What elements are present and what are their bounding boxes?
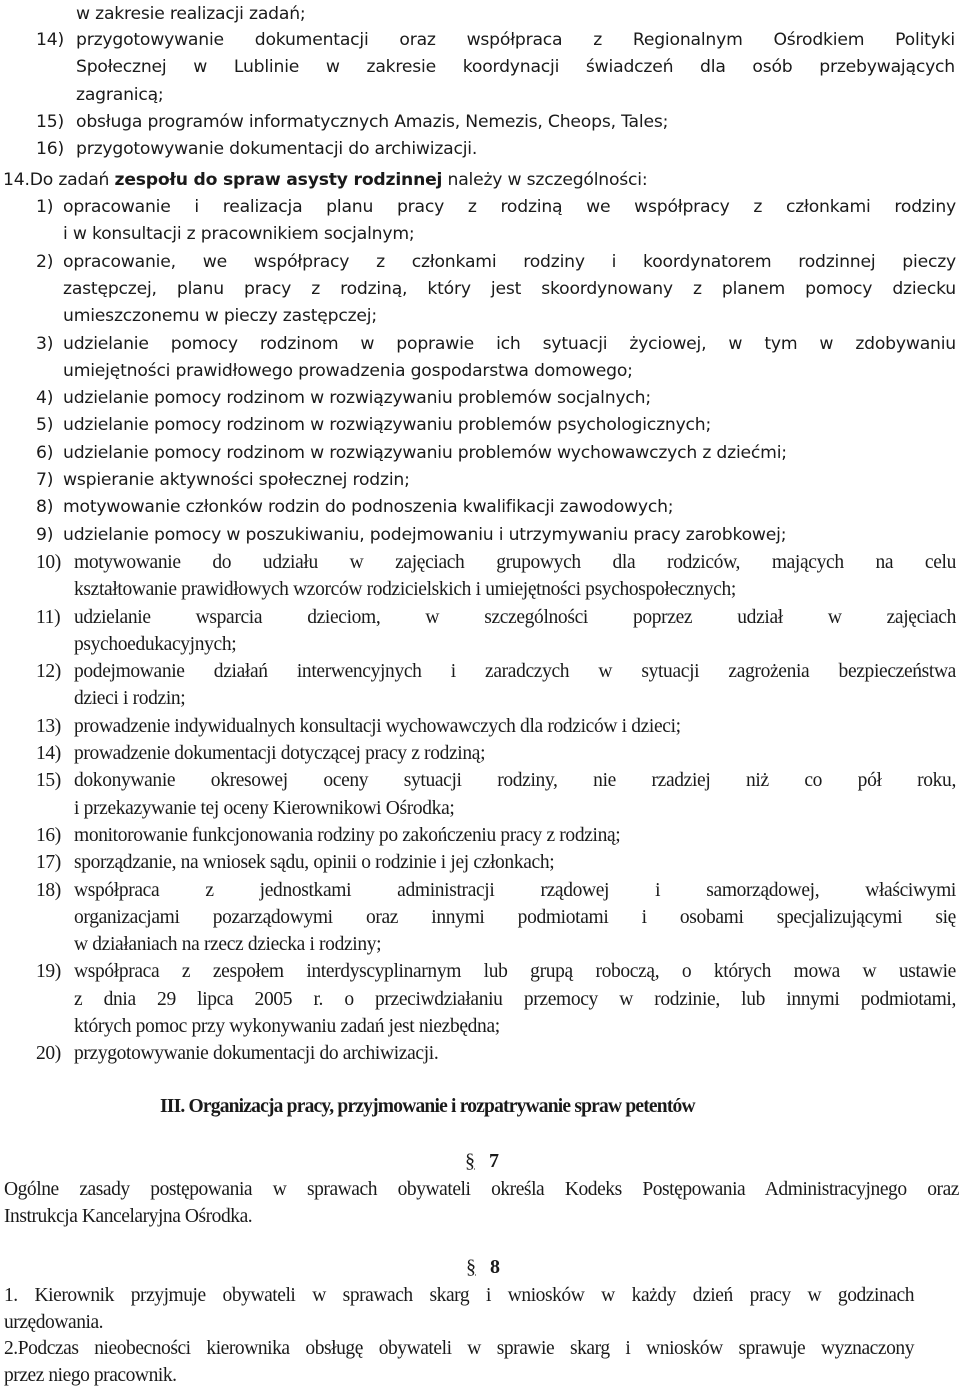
list-item-text — [74, 604, 956, 659]
text-line: współpraca z zespołem interdyscyplinarnym lub grupą roboczą, o których mowa w ustawie — [74, 961, 956, 983]
section-14-intro — [3, 167, 647, 194]
text-line: prowadzenie indywidualnych konsultacji wychowawczych dla rodziców i dzieci; — [74, 715, 681, 737]
list-item-text — [74, 713, 956, 740]
list-item-number: 13) — [36, 715, 61, 737]
text-line: 1. Kierownik przyjmuje obywateli w sprawach skarg i wniosków w każdy dzień pracy w godzinach — [4, 1285, 914, 1306]
section-number: 14. — [3, 170, 30, 190]
list-item-number: 5) — [36, 415, 54, 436]
list-item-number: 2) — [36, 251, 54, 272]
list-item-text — [63, 522, 956, 549]
text-line: zagranicą; — [76, 84, 164, 105]
continuation-line: w zakresie realizacji zadań; — [76, 4, 306, 24]
list-item-text — [63, 412, 956, 439]
text-line: umieszczonemu w pieczy zastępczej; — [63, 306, 377, 327]
list-item-text — [74, 740, 956, 767]
text-line: Ogólne zasady postępowania w sprawach obywateli określa Kodeks Postępowania Administracyjnego oraz — [4, 1179, 959, 1200]
list-item-number: 12) — [36, 661, 61, 683]
list-item-text — [63, 494, 956, 521]
list-item-text — [74, 849, 956, 876]
list-item-number: 16) — [36, 139, 64, 159]
list-item-text — [74, 658, 956, 713]
text-line: wspieranie aktywności społecznej rodzin; — [63, 470, 410, 490]
text-line: przygotowywanie dokumentacji do archiwizacji. — [74, 1043, 439, 1065]
text-line: opracowanie i realizacja planu pracy z rodziną we współpracy z członkami rodziny — [63, 197, 956, 217]
list-item-number: 4) — [36, 388, 54, 409]
text-line: udzielanie wsparcia dzieciom, w szczególności poprzez udział w zajęciach — [74, 606, 956, 628]
text-line: organizacjami pozarządowymi oraz innymi podmiotami i osobami specjalizującymi się — [74, 906, 956, 928]
list-item-text — [63, 194, 956, 249]
list-item-text — [74, 877, 956, 959]
text-line: przygotowywanie dokumentacji do archiwizacji. — [76, 139, 478, 159]
paragraph-number: 7 — [489, 1150, 499, 1172]
list-item-text — [63, 385, 956, 412]
text-line: przygotowywanie dokumentacji oraz współpraca z Regionalnym Ośrodkiem Polityki — [76, 30, 955, 50]
text-line: dokonywanie okresowej oceny sytuacji rodziny, nie rzadziej niż co pół roku, — [74, 770, 956, 792]
list-item-number: 20) — [36, 1043, 61, 1065]
text-line: podejmowanie działań interwencyjnych i zaradczych w sytuacji zagrożenia bezpieczeństwa — [74, 661, 956, 683]
list-item-text — [74, 1040, 956, 1067]
list-item-number: 10) — [36, 551, 61, 573]
paragraph-7-text — [4, 1176, 959, 1230]
list-item-number: 9) — [36, 524, 54, 545]
paragraph-8-point — [4, 1282, 914, 1336]
text-line: i przekazywanie tej oceny Kierownikowi Ośrodka; — [74, 797, 455, 819]
list-item-text — [63, 440, 956, 467]
text-line: współpraca z jednostkami administracji rządowej i samorządowej, właściwymi — [74, 879, 956, 901]
list-item-number: 8) — [36, 497, 54, 518]
list-item-number: 19) — [36, 961, 61, 983]
text-line: Społecznej w Lublinie w zakresie koordynacji świadczeń dla osób przebywających — [76, 57, 955, 78]
section-sign-icon: § — [465, 1150, 475, 1172]
paragraph-number: 8 — [490, 1256, 500, 1278]
text-line: kształtowanie prawidłowych wzorców rodzicielskich i umiejętności psychospołecznych; — [74, 579, 736, 601]
list-item-number: 14) — [36, 30, 64, 50]
text-line: udzielanie pomocy rodzinom w poprawie ich sytuacji życiowej, w tym w zdobywaniu — [63, 333, 956, 354]
paragraph-8-sign — [466, 1256, 500, 1279]
text-line: motywowanie członków rodzin do podnoszenia kwalifikacji zawodowych; — [63, 497, 674, 518]
text-line: z dnia 29 lipca 2005 r. o przeciwdziałaniu przemocy w rodzinie, lub innymi podmiotami, — [74, 988, 956, 1010]
text-line: opracowanie, we współpracy z członkami rodziny i koordynatorem rodzinnej pieczy — [63, 251, 956, 272]
section-sign-icon: § — [466, 1256, 476, 1278]
list-item-number: 1) — [36, 197, 54, 217]
list-item-number: 16) — [36, 824, 61, 846]
text-line: sporządzanie, na wniosek sądu, opinii o rodzinie i jej członkach; — [74, 852, 555, 874]
list-item-number: 18) — [36, 879, 61, 901]
section-intro-post: należy w szczególności: — [442, 170, 648, 190]
list-item-text — [76, 27, 955, 109]
list-item-text — [74, 822, 956, 849]
text-line: przez niego pracownik. — [4, 1365, 177, 1386]
list-item-number: 7) — [36, 470, 54, 490]
text-line: monitorowanie funkcjonowania rodziny po zakończeniu pracy z rodziną; — [74, 824, 621, 846]
text-line: psychoedukacyjnych; — [74, 633, 237, 655]
text-line: 2.Podczas nieobecności kierownika obsługę obywateli w sprawie skarg i wniosków sprawuje wyznaczony — [4, 1338, 914, 1359]
team-name: zespołu do spraw asysty rodzinnej — [114, 170, 443, 190]
text-line: zastępczej, planu pracy z rodziną, który jest skoordynowany z planem pomocy dziecku — [63, 278, 956, 299]
list-item-text — [63, 249, 956, 331]
paragraph-8-point — [4, 1335, 914, 1389]
list-item-number: 14) — [36, 743, 61, 764]
list-item-number: 17) — [36, 852, 61, 874]
list-item-text — [74, 549, 956, 604]
list-item-number: 15) — [36, 112, 64, 132]
text-line: w działaniach na rzecz dziecka i rodziny; — [74, 934, 382, 956]
list-item-number: 11) — [36, 606, 61, 628]
section-intro-pre: Do zadań — [29, 170, 115, 190]
list-item-number: 6) — [36, 442, 54, 463]
text-line: których pomoc przy wykonywaniu zadań jest niezbędna; — [74, 1015, 500, 1037]
text-line: udzielanie pomocy w poszukiwaniu, podejmowaniu i utrzymywaniu pracy zarobkowej; — [63, 524, 787, 545]
text-line: udzielanie pomocy rodzinom w rozwiązywaniu problemów wychowawczych z dziećmi; — [63, 442, 787, 463]
text-line: udzielanie pomocy rodzinom w rozwiązywaniu problemów psychologicznych; — [63, 415, 712, 436]
text-line: obsługa programów informatycznych Amazis, Nemezis, Cheops, Tales; — [76, 112, 669, 132]
text-line: udzielanie pomocy rodzinom w rozwiązywaniu problemów socjalnych; — [63, 388, 651, 409]
text-line: prowadzenie dokumentacji dotyczącej pracy z rodziną; — [74, 743, 486, 764]
text-line: dzieci i rodzin; — [74, 688, 186, 710]
text-line: motywowanie do udziału w zajęciach grupowych dla rodziców, mających na celu — [74, 551, 956, 573]
text-line: urzędowania. — [4, 1312, 104, 1333]
text-line: Instrukcja Kancelaryjna Ośrodka. — [4, 1206, 253, 1227]
list-item-number: 3) — [36, 333, 54, 354]
list-item-text — [63, 331, 956, 386]
list-item-text — [74, 958, 956, 1040]
text-line: i w konsultacji z pracownikiem socjalnym; — [63, 224, 415, 245]
paragraph-7-sign — [465, 1150, 499, 1173]
list-item-number: 15) — [36, 770, 61, 792]
text-line: umiejętności prawidłowego prowadzenia gospodarstwa domowego; — [63, 360, 633, 381]
list-item-text — [74, 767, 956, 822]
section-heading: III. Organizacja pracy, przyjmowanie i rozpatrywanie spraw petentów — [160, 1096, 695, 1117]
list-item-text — [63, 467, 956, 494]
list-item-text — [76, 136, 955, 163]
list-item-text — [76, 109, 955, 136]
